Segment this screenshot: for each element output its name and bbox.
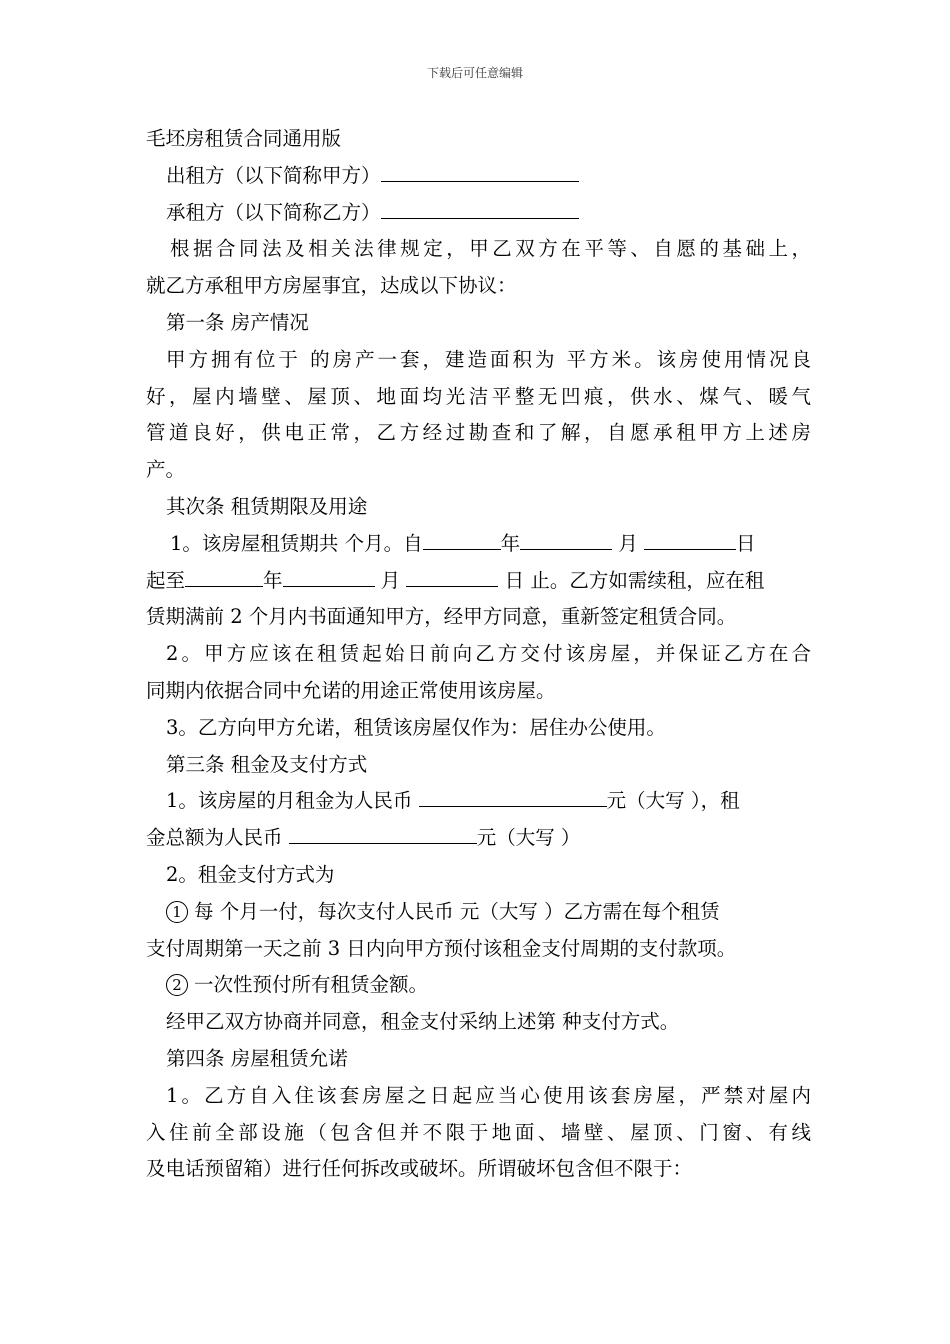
- option-1-text: 每 个月一付，每次支付人民币 元（大写 ）乙方需在每个租赁: [194, 899, 720, 923]
- article-3-line-4: [146, 894, 811, 931]
- year-label: 年: [263, 568, 283, 592]
- article-4-line-2: 入住前全部设施（包含但并不限于地面、墙壁、屋顶、门窗、有线: [146, 1120, 811, 1144]
- lessee-line: [146, 195, 811, 232]
- intro-line-1: 根据合同法及相关法律规定，甲乙双方在平等、自愿的基础上，: [170, 237, 811, 261]
- article-3-line-3: 2。租金支付方式为: [166, 862, 335, 886]
- start-day-blank: [644, 529, 736, 550]
- article-1-line-4: 产。: [146, 458, 186, 482]
- page-header: 下载后可任意编辑: [426, 66, 523, 80]
- lessee-blank: [381, 198, 579, 219]
- article-2-line-1: [146, 526, 811, 563]
- article-4-line-3: 及电话预留箱）进行任何拆改或破坏。所谓破坏包含但不限于：: [146, 1157, 693, 1181]
- until-label: 起至: [146, 568, 186, 592]
- lessor-label: 出租方（以下简称甲方）: [166, 163, 381, 187]
- lessor-blank: [381, 161, 579, 182]
- month-label: 月: [618, 531, 638, 555]
- article-1-title: 第一条 房产情况: [166, 310, 309, 334]
- article-4-title: 第四条 房屋租赁允诺: [166, 1046, 348, 1070]
- start-month-blank: [520, 529, 612, 550]
- monthly-rent-blank: [419, 787, 607, 808]
- article-2-line-2: [146, 563, 811, 600]
- document-title: 毛坯房租赁合同通用版: [146, 127, 342, 150]
- article-2-line-4: 2。甲方应该在租赁起始日前向乙方交付该房屋，并保证乙方在合: [166, 642, 811, 666]
- article-3-title: 第三条 租金及支付方式: [166, 752, 368, 776]
- lessee-label: 承租方（以下简称乙方）: [166, 200, 381, 224]
- article-3-line-1: [146, 783, 811, 820]
- article-1-line-2: 好，屋内墙壁、屋顶、地面均光洁平整无凹痕，供水、煤气、暖气: [146, 384, 811, 408]
- lessor-line: [146, 158, 811, 195]
- day-label: 日: [736, 531, 756, 555]
- year-label: 年: [500, 531, 521, 555]
- month-label: 月: [380, 568, 401, 592]
- article-4-line-1: 1。乙方自入住该套房屋之日起应当心使用该套房屋，严禁对屋内: [166, 1083, 811, 1107]
- total-rent-unit: 元（大写 ）: [476, 826, 581, 850]
- intro-line-2: 就乙方承租甲方房屋事宜，达成以下协议：: [146, 274, 517, 298]
- total-rent-blank: [289, 824, 477, 845]
- article-3-line-6: [146, 967, 811, 1004]
- article-2-line-6: 3。乙方向甲方允诺，租赁该房屋仅作为：居住办公使用。: [166, 715, 666, 739]
- renewal-text: 日 止。乙方如需续租，应在租: [504, 568, 765, 592]
- monthly-rent-unit: 元（大写 ），租: [606, 789, 740, 813]
- lease-term-text: 1。该房屋租赁期共 个月。自: [170, 531, 423, 555]
- monthly-rent-label: 1。该房屋的月租金为人民币: [166, 789, 413, 813]
- option-2-text: 一次性预付所有租赁金额。: [194, 973, 429, 997]
- option-1-mark: 1: [166, 901, 188, 923]
- article-1-line-3: 管道良好，供电正常，乙方经过勘查和了解，自愿承租甲方上述房: [146, 421, 811, 445]
- article-2-line-5: 同期内依据合同中允诺的用途正常使用该房屋。: [146, 678, 556, 702]
- document-body: [146, 121, 811, 1188]
- article-2-title: 其次条 租赁期限及用途: [166, 494, 368, 518]
- end-month-blank: [283, 566, 375, 587]
- start-year-blank: [423, 529, 501, 550]
- article-3-line-2: [146, 820, 811, 857]
- article-3-line-5: 支付周期第一天之前 3 日内向甲方预付该租金支付周期的支付款项。: [146, 936, 737, 960]
- article-3-line-7: 经甲乙双方协商并同意，租金支付采纳上述第 种支付方式。: [166, 1010, 680, 1034]
- option-2-mark: 2: [166, 974, 188, 996]
- end-year-blank: [185, 566, 263, 587]
- total-rent-label: 金总额为人民币: [146, 826, 283, 850]
- article-1-line-1: 甲方拥有位于 的房产一套，建造面积为 平方米。该房使用情况良: [166, 347, 811, 371]
- article-2-line-3: 赁期满前 2 个月内书面通知甲方，经甲方同意，重新签定租赁合同。: [146, 605, 737, 629]
- end-day-blank: [406, 566, 498, 587]
